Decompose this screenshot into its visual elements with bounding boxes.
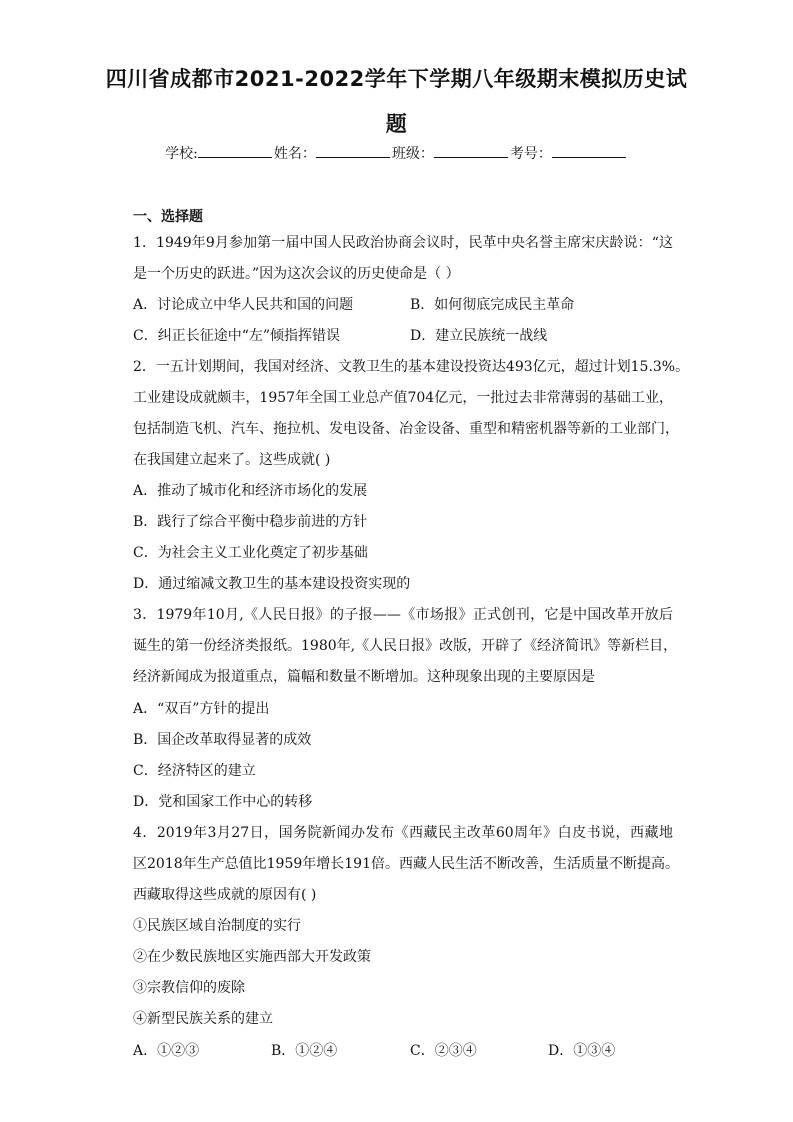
exam-title-line-1: 四川省成都市2021-2022学年下学期八年级期末模拟历史试 bbox=[105, 67, 688, 91]
exam-title-line-2: 题 bbox=[385, 112, 408, 136]
student-info-row bbox=[0, 143, 793, 165]
question-2-option-d[interactable]: D．通过缩减文教卫生的基本建设投资实现的 bbox=[133, 576, 411, 592]
question-1-option-b[interactable]: B．如何彻底完成民主革命 bbox=[410, 297, 575, 313]
question-4-item-3: ③宗教信仰的废除 bbox=[133, 980, 245, 996]
question-3-option-d[interactable]: D．党和国家工作中心的转移 bbox=[133, 794, 313, 810]
class-blank[interactable] bbox=[434, 143, 508, 158]
question-3-option-b[interactable]: B．国企改革取得显著的成效 bbox=[133, 732, 312, 748]
question-3-option-c[interactable]: C．经济特区的建立 bbox=[133, 763, 256, 779]
question-4-line-2: 区2018年生产总值比1959年增长191倍。西藏人民生活不断改善，生活质量不断提高。 bbox=[133, 856, 679, 872]
question-3-line-1: 3．1979年10月,《人民日报》的子报——《市场报》正式创刊，它是中国改革开放后 bbox=[133, 607, 673, 623]
question-1-option-a[interactable]: A．讨论成立中华人民共和国的问题 bbox=[133, 297, 354, 313]
question-1-option-d[interactable]: D．建立民族统一战线 bbox=[410, 328, 548, 344]
question-2-line-2: 工业建设成就颇丰，1957年全国工业总产值704亿元，一批过去非常薄弱的基础工业， bbox=[133, 390, 673, 406]
question-4-option-a[interactable]: A．①②③ bbox=[133, 1043, 200, 1059]
number-label: 考号： bbox=[509, 146, 552, 162]
section-heading: 一、选择题 bbox=[133, 209, 203, 225]
question-4-item-1: ①民族区域自治制度的实行 bbox=[133, 918, 301, 934]
number-blank[interactable] bbox=[552, 143, 626, 158]
question-4-item-4: ④新型民族关系的建立 bbox=[133, 1011, 273, 1027]
school-blank[interactable] bbox=[198, 143, 272, 158]
question-4-option-d[interactable]: D．①③④ bbox=[548, 1043, 616, 1059]
question-3-line-2: 诞生的第一份经济类报纸。1980年,《人民日报》改版，开辟了《经济简讯》等新栏目， bbox=[133, 638, 678, 654]
question-1-line-1: 1．1949年9月参加第一届中国人民政治协商会议时，民革中央名誉主席宋庆龄说：“这 bbox=[133, 235, 673, 251]
question-4-line-1: 4．2019年3月27日，国务院新闻办发布《西藏民主改革60周年》白皮书说，西藏地 bbox=[133, 825, 673, 841]
question-2-option-b[interactable]: B．践行了综合平衡中稳步前进的方针 bbox=[133, 514, 368, 530]
class-label: 班级： bbox=[391, 146, 434, 162]
question-3-option-a[interactable]: A．“双百”方针的提出 bbox=[133, 701, 270, 717]
question-2-option-a[interactable]: A．推动了城市化和经济市场化的发展 bbox=[133, 483, 368, 499]
question-4-option-b[interactable]: B．①②④ bbox=[271, 1043, 338, 1059]
question-2-line-3: 包括制造飞机、汽车、拖拉机、发电设备、冶金设备、重型和精密机器等新的工业部门， bbox=[133, 421, 679, 437]
question-2-line-1: 2．一五计划期间，我国对经济、文教卫生的基本建设投资达493亿元，超过计划15.3%。 bbox=[133, 359, 690, 375]
question-4-line-3: 西藏取得这些成就的原因有( ) bbox=[133, 887, 317, 903]
question-1-line-2: 是一个历史的跃进。”因为这次会议的历史使命是（ ） bbox=[133, 266, 460, 282]
question-4-option-c[interactable]: C．②③④ bbox=[410, 1043, 477, 1059]
question-3-line-3: 经济新闻成为报道重点，篇幅和数量不断增加。这种现象出现的主要原因是 bbox=[133, 669, 595, 685]
question-1-option-c[interactable]: C．纠正长征途中“左”倾指挥错误 bbox=[133, 328, 341, 344]
school-label: 学校: bbox=[165, 146, 198, 162]
question-2-option-c[interactable]: C．为社会主义工业化奠定了初步基础 bbox=[133, 545, 368, 561]
question-2-line-4: 在我国建立起来了。这些成就( ) bbox=[133, 452, 331, 468]
question-4-item-2: ②在少数民族地区实施西部大开发政策 bbox=[133, 949, 371, 965]
name-blank[interactable] bbox=[316, 143, 390, 158]
name-label: 姓名： bbox=[273, 146, 316, 162]
